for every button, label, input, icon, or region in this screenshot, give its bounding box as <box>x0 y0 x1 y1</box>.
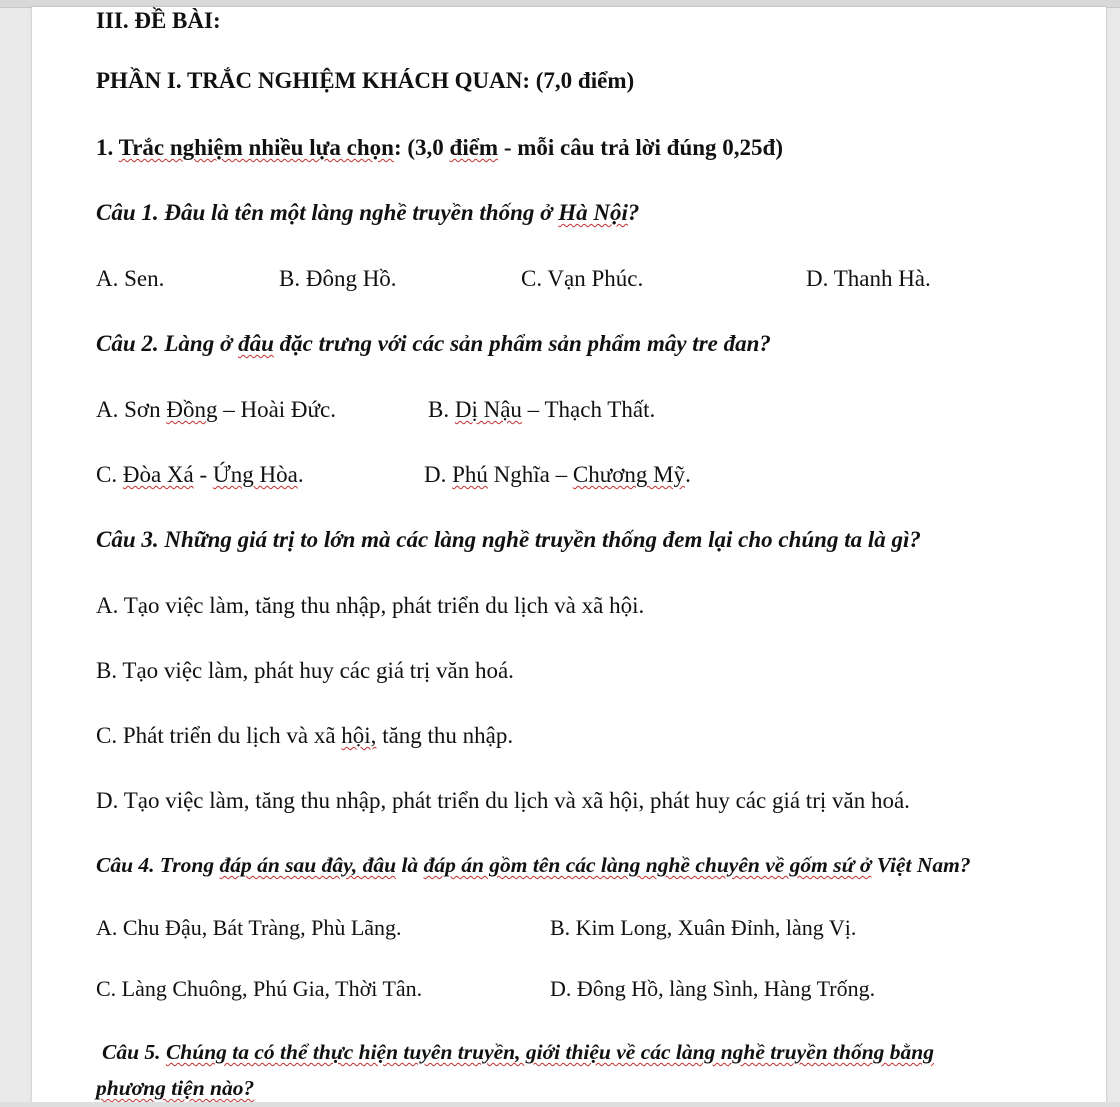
subsection-rest: : (3,0 <box>393 135 450 160</box>
status-edge <box>0 1102 1120 1107</box>
question-4: Câu 4. Trong đáp án sau đây, đâu là đáp án gồm tên các làng nghề chuyên về gốm sứ ở Việt Nam? <box>96 853 971 877</box>
part-title: PHẦN I. TRẮC NGHIỆM KHÁCH QUAN: (7,0 điểm) <box>96 68 635 93</box>
question-5-continued <box>96 1074 254 1102</box>
spellcheck-word: Đồng <box>166 397 218 422</box>
subsection-tail: - mỗi câu trả lời đúng 0,25đ) <box>498 135 784 160</box>
subsection-title <box>96 134 783 162</box>
spellcheck-word: Ứng Hòa <box>212 462 298 487</box>
q2-options-row-1 <box>96 396 996 424</box>
spellcheck-word: hội, <box>341 723 377 748</box>
question-3: Câu 3. Những giá trị to lớn mà các làng nghề truyền thống đem lại cho chúng ta là gì? <box>96 527 921 552</box>
spellcheck-word: đáp án sau đây, đâu <box>219 853 397 877</box>
document-page <box>32 7 1106 1102</box>
subsection-num: 1. <box>96 135 119 160</box>
q4-option-a: A. Chu Đậu, Bát Tràng, Phù Lãng. <box>96 915 402 940</box>
spellcheck-word: điểm <box>449 135 499 160</box>
spellcheck-word: đâu <box>238 331 274 356</box>
q1-option-c: C. Vạn Phúc. <box>521 266 644 291</box>
spellcheck-word: đáp án gồm tên các làng nghề chuyên về gốm sứ ở <box>423 853 872 877</box>
q3-option-d: D. Tạo việc làm, tăng thu nhập, phát triển du lịch và xã hội, phát huy các giá trị văn hoá. <box>96 788 910 813</box>
q3-option-b: B. Tạo việc làm, phát huy các giá trị văn hoá. <box>96 658 514 683</box>
spellcheck-word: Chương Mỹ <box>572 462 686 487</box>
question-5: Câu 5. Chúng ta có thể thực hiện tuyên truyền, giới thiệu về các làng nghề truyền thống bằng <box>102 1040 934 1064</box>
section-title: III. ĐỀ BÀI: <box>96 8 221 33</box>
q1-option-d: D. Thanh Hà. <box>806 266 931 291</box>
q4-options-row-1 <box>96 914 996 942</box>
q1-option-a: A. Sen. <box>96 266 165 291</box>
q2-option-a: A. Sơn Đồng – Hoài Đức. <box>96 397 336 422</box>
spellcheck-word: Chúng ta có thể thực hiện tuyên truyền, giới thiệu về các làng nghề truyền thống bằng <box>165 1040 934 1064</box>
spellcheck-word: phương tiện nào? <box>96 1076 255 1100</box>
spellcheck-word: Dị Nậu <box>454 397 522 422</box>
question-text: Câu 2. Làng ở <box>96 331 239 356</box>
q2-options-row-2 <box>96 461 996 489</box>
question-end: ? <box>627 200 640 225</box>
question-text: Câu 1. Đâu là tên một làng nghề truyền thống ở <box>96 200 559 225</box>
q4-options-row-2 <box>96 975 996 1003</box>
spellcheck-word: Đòa Xá <box>122 462 194 487</box>
q1-options <box>96 265 996 293</box>
q1-option-b: B. Đông Hồ. <box>279 266 397 291</box>
question-1 <box>96 199 639 227</box>
q3-option-c: C. Phát triển du lịch và xã hội, tăng thu nhập. <box>96 723 514 748</box>
q2-option-c: C. Đòa Xá - Ứng Hòa. <box>96 462 304 487</box>
q4-option-d: D. Đông Hồ, làng Sình, Hàng Trống. <box>550 976 876 1001</box>
spellcheck-word: Phú <box>452 462 488 487</box>
q4-option-c: C. Làng Chuông, Phú Gia, Thời Tân. <box>96 976 423 1001</box>
q2-option-d: D. Phú Nghĩa – Chương Mỹ. <box>424 462 691 487</box>
spellcheck-word: Trắc nghiệm nhiều lựa chọn <box>118 135 394 160</box>
spellcheck-word: Hà Nội <box>558 200 628 225</box>
q4-option-b: B. Kim Long, Xuân Đỉnh, làng Vị. <box>550 915 857 940</box>
q2-option-b: B. Dị Nậu – Thạch Thất. <box>428 397 656 422</box>
question-2 <box>96 330 771 358</box>
question-text: đặc trưng với các sản phẩm sản phẩm mây tre đan? <box>273 331 771 356</box>
q3-option-a: A. Tạo việc làm, tăng thu nhập, phát triển du lịch và xã hội. <box>96 593 645 618</box>
